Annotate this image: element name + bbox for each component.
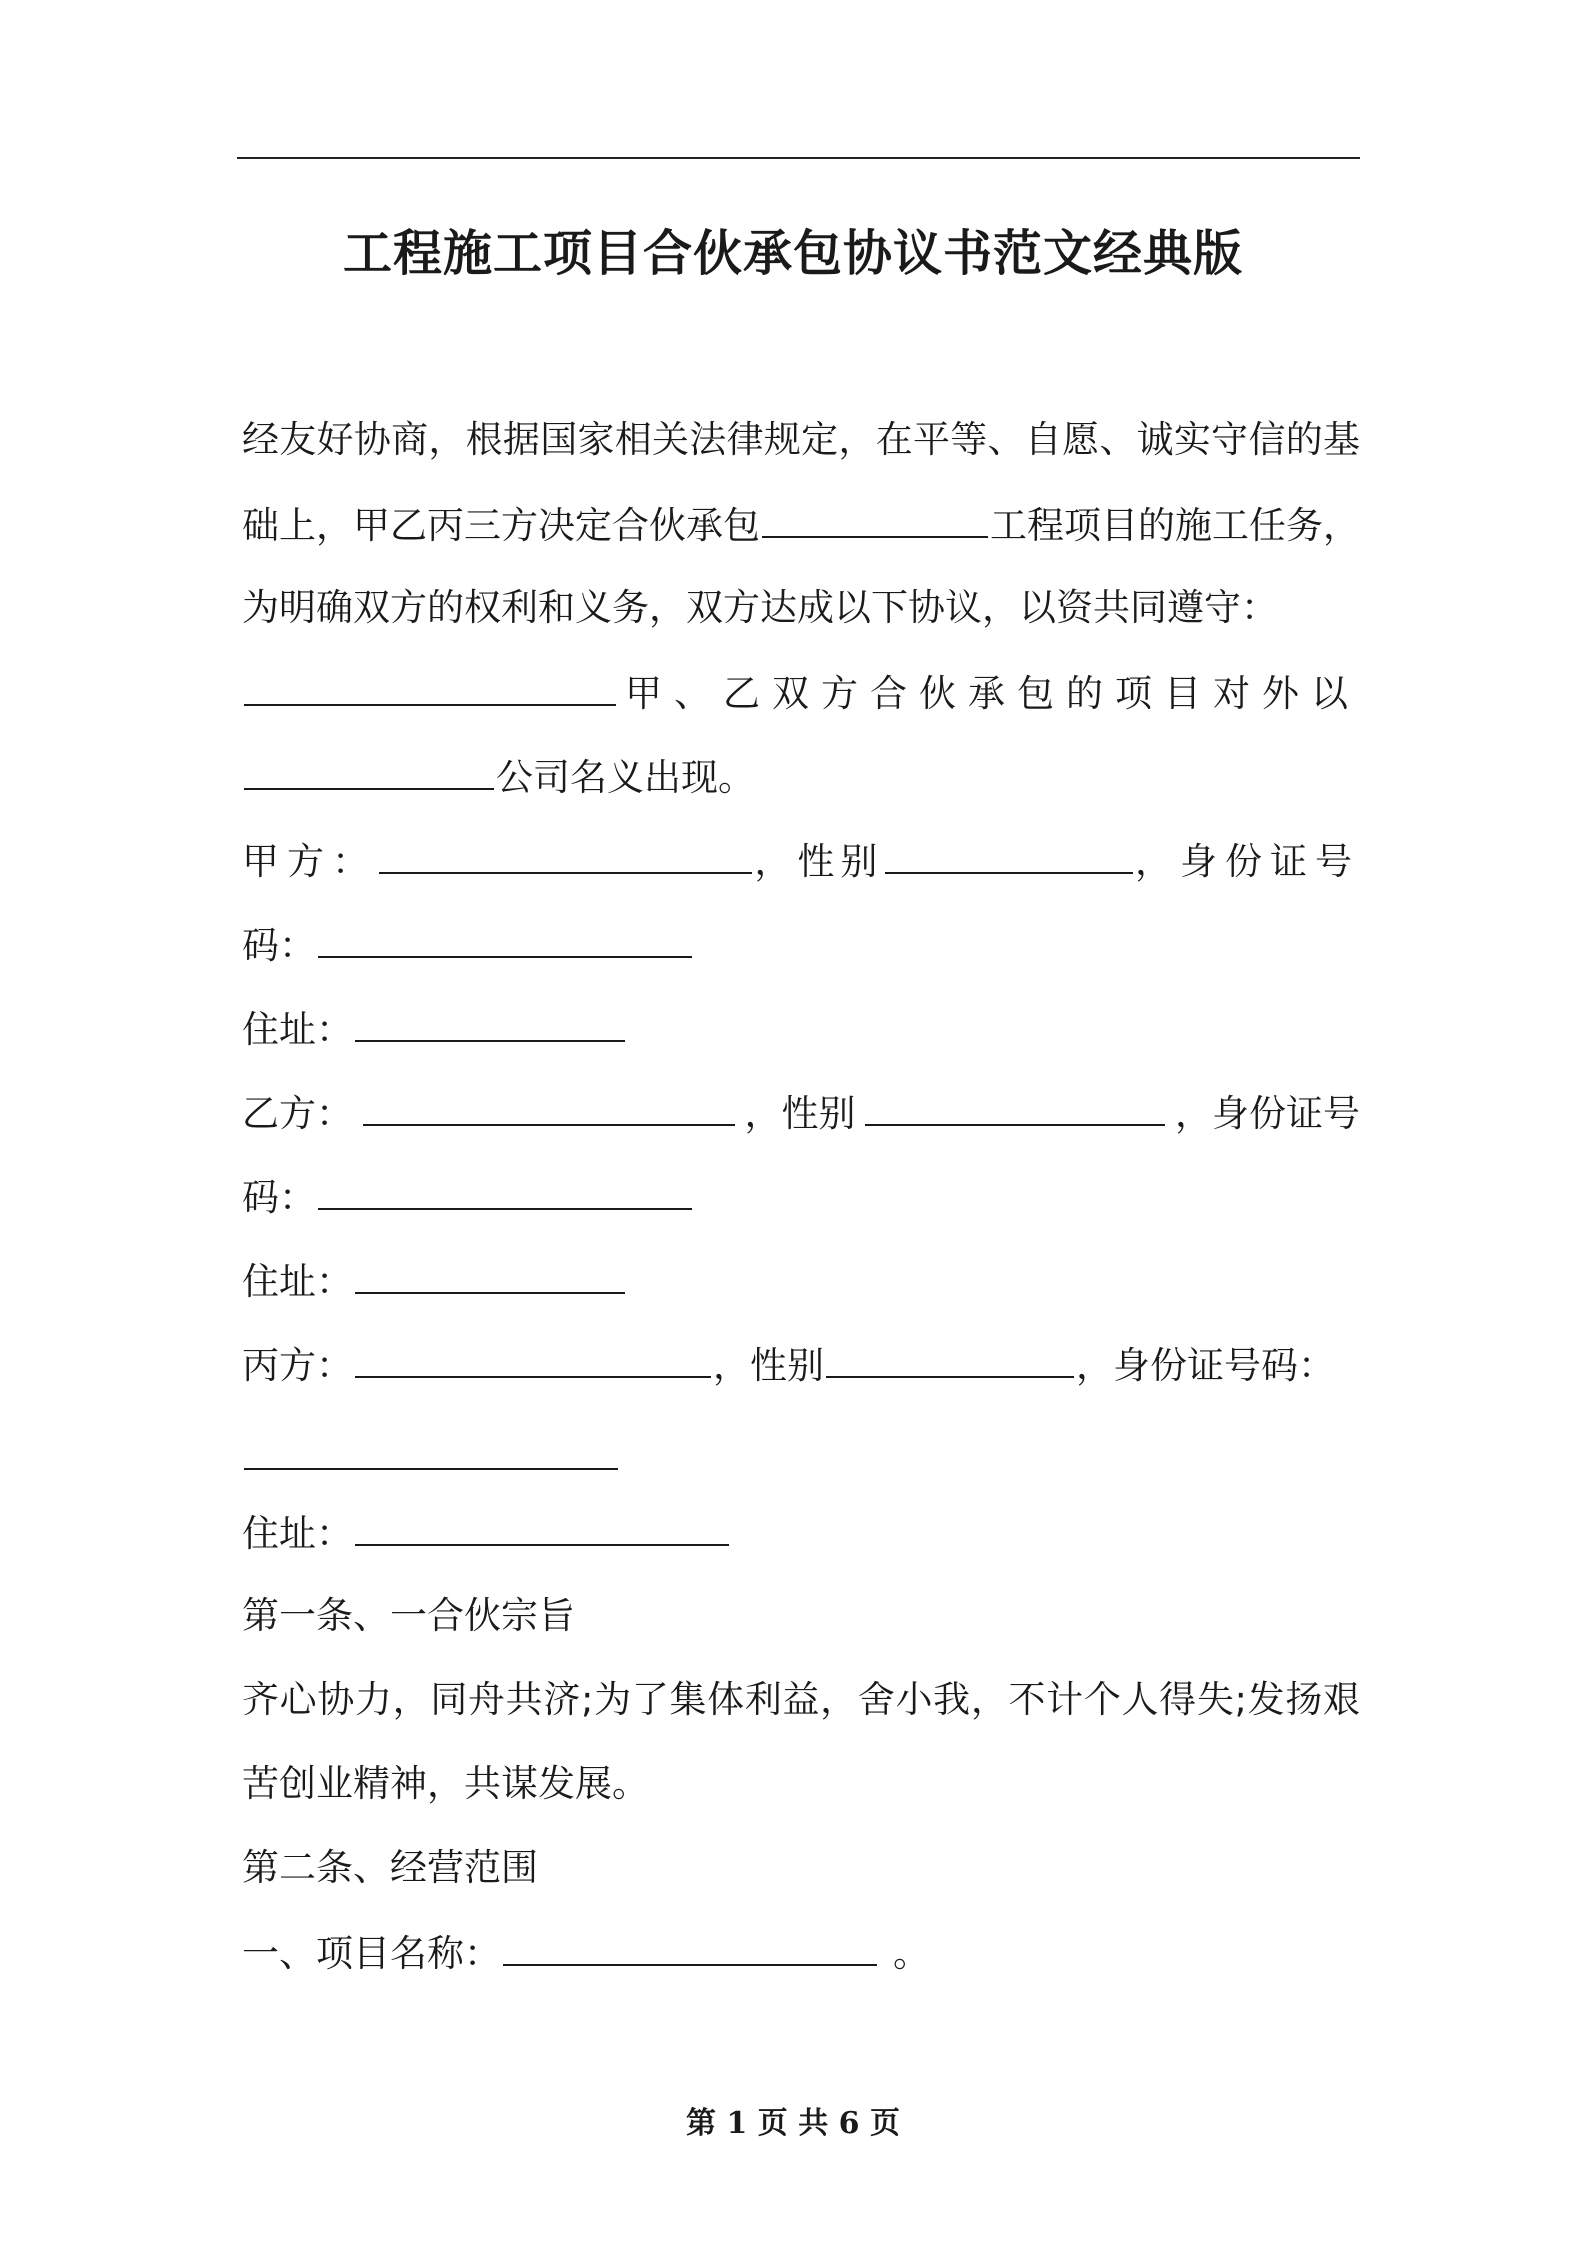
party-c-id-blank[interactable]	[244, 1426, 618, 1470]
document-body	[242, 410, 1360, 2006]
party-c-name-blank[interactable]	[355, 1334, 711, 1378]
intro-line-4	[242, 662, 1360, 746]
party-b-gender-blank[interactable]	[865, 1082, 1165, 1126]
party-a-id-blank[interactable]	[318, 914, 692, 958]
party-b-address-blank[interactable]	[355, 1250, 625, 1294]
party-a-gender-label: ，性别	[754, 840, 884, 883]
party-b-name-blank[interactable]	[363, 1082, 735, 1126]
party-c-line-1	[242, 1334, 1360, 1418]
party-b-address-label: 住址：	[242, 1260, 353, 1303]
party-b-id-label: ，身份证号	[1175, 1092, 1360, 1135]
party-a-line-1	[242, 830, 1360, 914]
party-b-line-2	[242, 1166, 1360, 1250]
cooperation-blank[interactable]	[244, 662, 616, 706]
intro-line-2-text-a: 础上，甲乙丙三方决定合伙承包	[242, 504, 760, 547]
party-c-label: 丙方：	[242, 1344, 353, 1387]
article-2-item-1-end: 。	[893, 1932, 930, 1975]
party-c-address-label: 住址：	[242, 1512, 353, 1555]
party-c-id-label: ，身份证号码：	[1076, 1344, 1335, 1387]
article-2-heading: 第二条、经营范围	[242, 1846, 538, 1889]
party-a-line-2	[242, 914, 1360, 998]
party-b-id-label-b: 码：	[242, 1176, 316, 1219]
party-a-id-label-b: 码：	[242, 924, 316, 967]
article-1-heading: 第一条、一合伙宗旨	[242, 1594, 575, 1637]
party-b-gender-label: ，性别	[744, 1092, 856, 1135]
intro-line-4-text: 甲、乙双方合伙承包的项目对外以	[625, 672, 1360, 715]
intro-line-2-text-b: 工程项目的施工任务，	[990, 504, 1360, 547]
party-b-label: 乙方：	[242, 1092, 353, 1135]
party-c-gender-label: ，性别	[713, 1344, 824, 1387]
party-b-line-1	[242, 1082, 1360, 1166]
intro-line-5-text: 公司名义出现。	[496, 756, 755, 799]
party-a-address-label: 住址：	[242, 1008, 353, 1051]
party-a-id-label: ，身份证号	[1135, 840, 1360, 883]
header-rule	[237, 157, 1360, 159]
party-c-line-2	[242, 1418, 1360, 1502]
party-c-line-3	[242, 1502, 1360, 1586]
intro-line-3: 为明确双方的权利和义务，双方达成以下协议，以资共同遵守：	[242, 586, 1278, 629]
party-b-line-3	[242, 1250, 1360, 1334]
party-a-gender-blank[interactable]	[885, 830, 1133, 874]
page-number-footer: 第 1 页 共 6 页	[686, 2106, 900, 2141]
intro-line-5	[242, 746, 1360, 830]
article-2-item-1-blank[interactable]	[503, 1922, 877, 1966]
party-b-id-blank[interactable]	[318, 1166, 692, 1210]
intro-line-2	[242, 494, 1360, 578]
party-c-address-blank[interactable]	[355, 1502, 729, 1546]
article-1-text-line-1: 齐心协力，同舟共济;为了集体利益，舍小我，不计个人得失;发扬艰	[242, 1678, 1360, 1721]
party-a-line-3	[242, 998, 1360, 1082]
intro-line-1: 经友好协商，根据国家相关法律规定，在平等、自愿、诚实守信的基	[242, 418, 1360, 461]
article-2-item-1-label: 一、项目名称：	[242, 1932, 501, 1975]
party-a-name-blank[interactable]	[379, 830, 752, 874]
company-name-blank[interactable]	[244, 746, 494, 790]
article-2-item-1	[242, 1922, 1360, 2006]
article-1-text-line-2: 苦创业精神，共谋发展。	[242, 1762, 649, 1805]
party-c-gender-blank[interactable]	[826, 1334, 1074, 1378]
document-title: 工程施工项目合伙承包协议书范文经典版	[342, 225, 1243, 282]
party-a-label: 甲方：	[242, 840, 377, 883]
project-name-blank[interactable]	[762, 494, 988, 538]
party-a-address-blank[interactable]	[355, 998, 625, 1042]
